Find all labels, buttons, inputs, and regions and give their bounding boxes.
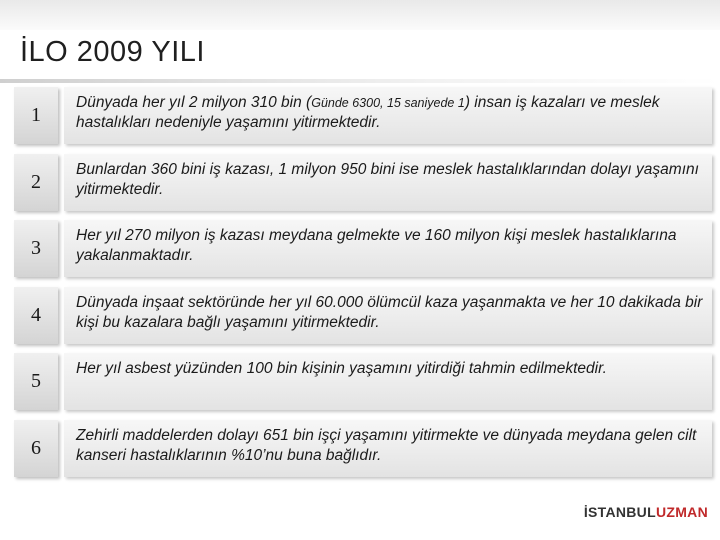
brand-logo <box>584 504 708 520</box>
list-item <box>14 87 714 146</box>
item-text: Her yıl asbest yüzünden 100 bin kişinin yaşamını yitirdiği tahmin edilmektedir. <box>64 353 712 410</box>
item-number: 1 <box>14 87 58 144</box>
slide-title: İLO 2009 YILI <box>20 36 205 68</box>
item-number: 6 <box>14 420 58 477</box>
item-text: Dünyada inşaat sektöründe her yıl 60.000 ölümcül kaza yaşanmakta ve her 10 dakikada bir kişi bu kazalara bağlı yaşamını yitirmektedir. <box>64 287 712 344</box>
item-number: 4 <box>14 287 58 344</box>
list-item <box>14 353 714 412</box>
item-text-small: Günde 6300, 15 saniyede 1 <box>311 96 465 110</box>
list-item <box>14 154 714 213</box>
item-number: 3 <box>14 220 58 277</box>
logo-part-dark: İSTANBUL <box>583 504 656 520</box>
item-text <box>64 87 712 144</box>
item-text: Her yıl 270 milyon iş kazası meydana gelmekte ve 160 milyon kişi meslek hastalıklarına yakalanmaktadır. <box>64 220 712 277</box>
list-item <box>14 287 714 346</box>
top-band <box>0 0 720 30</box>
item-text: Zehirli maddelerden dolayı 651 bin işçi yaşamını yitirmekte ve dünyada meydana gelen cilt kanseri hastalıklarının %10’nu buna bağlıdır. <box>64 420 712 477</box>
item-text-part: ) insan iş kazaları ve meslek hastalıkları nedeniyle yaşamını yitirmektedir. <box>76 94 660 131</box>
logo-part-accent: UZMAN <box>655 504 708 520</box>
item-text: Bunlardan 360 bini iş kazası, 1 milyon 950 bini ise meslek hastalıklarından dolayı yaşamını yitirmektedir. <box>64 154 712 211</box>
title-divider <box>0 79 720 83</box>
item-number: 2 <box>14 154 58 211</box>
list-item <box>14 220 714 279</box>
item-list <box>14 87 714 487</box>
list-item <box>14 420 714 479</box>
item-text-part: Dünyada her yıl 2 milyon 310 bin ( <box>76 94 312 111</box>
item-number: 5 <box>14 353 58 410</box>
